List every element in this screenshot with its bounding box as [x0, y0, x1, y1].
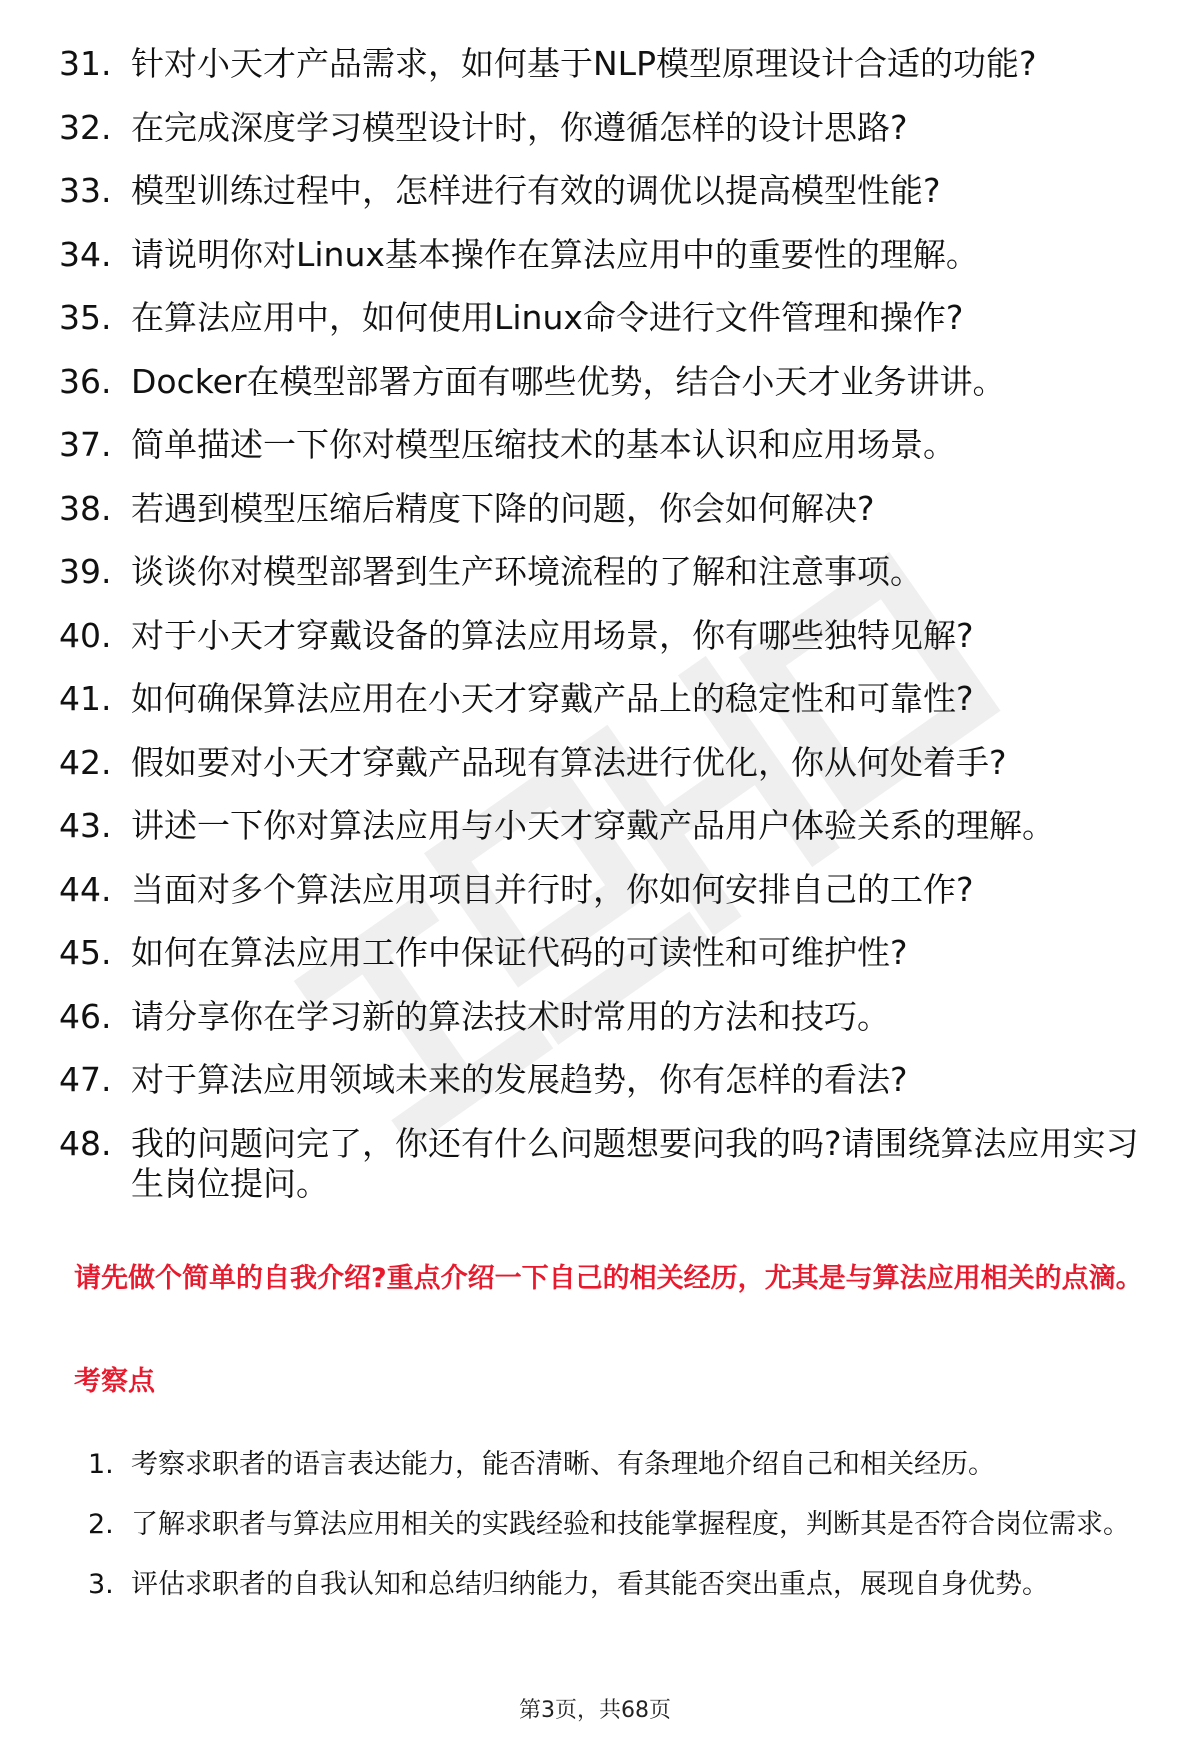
assessment-point: [0, 1555, 1190, 1615]
question-number: 33.: [59, 171, 112, 210]
question-item: [0, 1124, 1190, 1204]
assessment-point: [0, 1495, 1190, 1555]
assessment-points-list: [0, 1435, 1190, 1615]
question-text: 针对小天才产品需求，如何基于NLP模型原理设计合适的功能?: [131, 44, 1037, 83]
question-item: [0, 108, 1190, 148]
question-text: 请说明你对Linux基本操作在算法应用中的重要性的理解。: [131, 234, 979, 274]
question-item: [0, 1060, 1190, 1100]
question-text: 在算法应用中，如何使用Linux命令进行文件管理和操作?: [131, 298, 964, 337]
question-item: [0, 171, 1190, 211]
question-number: 41.: [59, 679, 112, 718]
question-number: 43.: [59, 806, 112, 845]
point-text: 了解求职者与算法应用相关的实践经验和技能掌握程度，判断其是否符合岗位需求。: [131, 1509, 1130, 1540]
point-text: 评估求职者的自我认知和总结归纳能力，看其能否突出重点，展现自身优势。: [131, 1569, 1049, 1600]
question-item: [0, 870, 1190, 910]
assessment-point: [0, 1435, 1190, 1495]
point-number: 1.: [88, 1449, 114, 1480]
question-item: [0, 362, 1190, 402]
question-text: 当面对多个算法应用项目并行时，你如何安排自己的工作?: [131, 869, 974, 909]
question-item: [0, 743, 1190, 783]
question-item: [0, 933, 1190, 973]
question-number: 46.: [59, 996, 112, 1036]
question-item: [0, 489, 1190, 529]
question-number: 36.: [59, 361, 112, 401]
question-text: 如何在算法应用工作中保证代码的可读性和可维护性?: [131, 933, 908, 972]
question-text: 在完成深度学习模型设计时，你遵循怎样的设计思路?: [131, 107, 908, 147]
question-item: [0, 997, 1190, 1037]
question-text: 谈谈你对模型部署到生产环境流程的了解和注意事项。: [131, 552, 923, 591]
question-text: 如何确保算法应用在小天才穿戴产品上的稳定性和可靠性?: [131, 679, 974, 718]
question-number: 38.: [59, 488, 112, 528]
question-number: 44.: [59, 869, 112, 909]
question-text: Docker在模型部署方面有哪些优势，结合小天才业务讲讲。: [131, 361, 1006, 401]
question-number: 40.: [59, 615, 112, 655]
question-text: 假如要对小天才穿戴产品现有算法进行优化，你从何处着手?: [131, 742, 1007, 782]
highlight-question: 请先做个简单的自我介绍?重点介绍一下自己的相关经历，尤其是与算法应用相关的点滴。: [74, 1263, 1143, 1294]
point-number: 2.: [88, 1509, 114, 1540]
question-text: 我的问题问完了，你还有什么问题想要问我的吗?请围绕算法应用实习生岗位提问。: [131, 1123, 1139, 1203]
question-item: [0, 616, 1190, 656]
question-item: [0, 806, 1190, 846]
question-text: 讲述一下你对算法应用与小天才穿戴产品用户体验关系的理解。: [131, 806, 1055, 845]
question-item: [0, 679, 1190, 719]
question-number: 35.: [59, 298, 112, 337]
question-number: 47.: [59, 1060, 112, 1099]
question-number: 32.: [59, 107, 112, 147]
question-text: 对于小天才穿戴设备的算法应用场景，你有哪些独特见解?: [131, 615, 974, 655]
question-number: 31.: [59, 44, 112, 83]
question-number: 45.: [59, 933, 112, 972]
point-text: 考察求职者的语言表达能力，能否清晰、有条理地介绍自己和相关经历。: [131, 1449, 995, 1480]
question-item: [0, 298, 1190, 338]
point-number: 3.: [88, 1569, 114, 1600]
question-number: 34.: [59, 234, 112, 274]
question-text: 若遇到模型压缩后精度下降的问题，你会如何解决?: [131, 488, 875, 528]
question-list: [0, 44, 1190, 1227]
question-text: 请分享你在学习新的算法技术时常用的方法和技巧。: [131, 996, 890, 1036]
section-heading: 考察点: [74, 1366, 155, 1397]
question-number: 48.: [59, 1123, 112, 1163]
question-item: [0, 425, 1190, 465]
question-number: 39.: [59, 552, 112, 591]
question-text: 对于算法应用领域未来的发展趋势，你有怎样的看法?: [131, 1060, 908, 1099]
question-text: 简单描述一下你对模型压缩技术的基本认识和应用场景。: [131, 425, 956, 464]
question-item: [0, 44, 1190, 84]
question-item: [0, 552, 1190, 592]
page-footer: 第3页，共68页: [519, 1698, 671, 1723]
question-number: 37.: [59, 425, 112, 464]
question-item: [0, 235, 1190, 275]
question-text: 模型训练过程中，怎样进行有效的调优以提高模型性能?: [131, 171, 941, 210]
question-number: 42.: [59, 742, 112, 782]
